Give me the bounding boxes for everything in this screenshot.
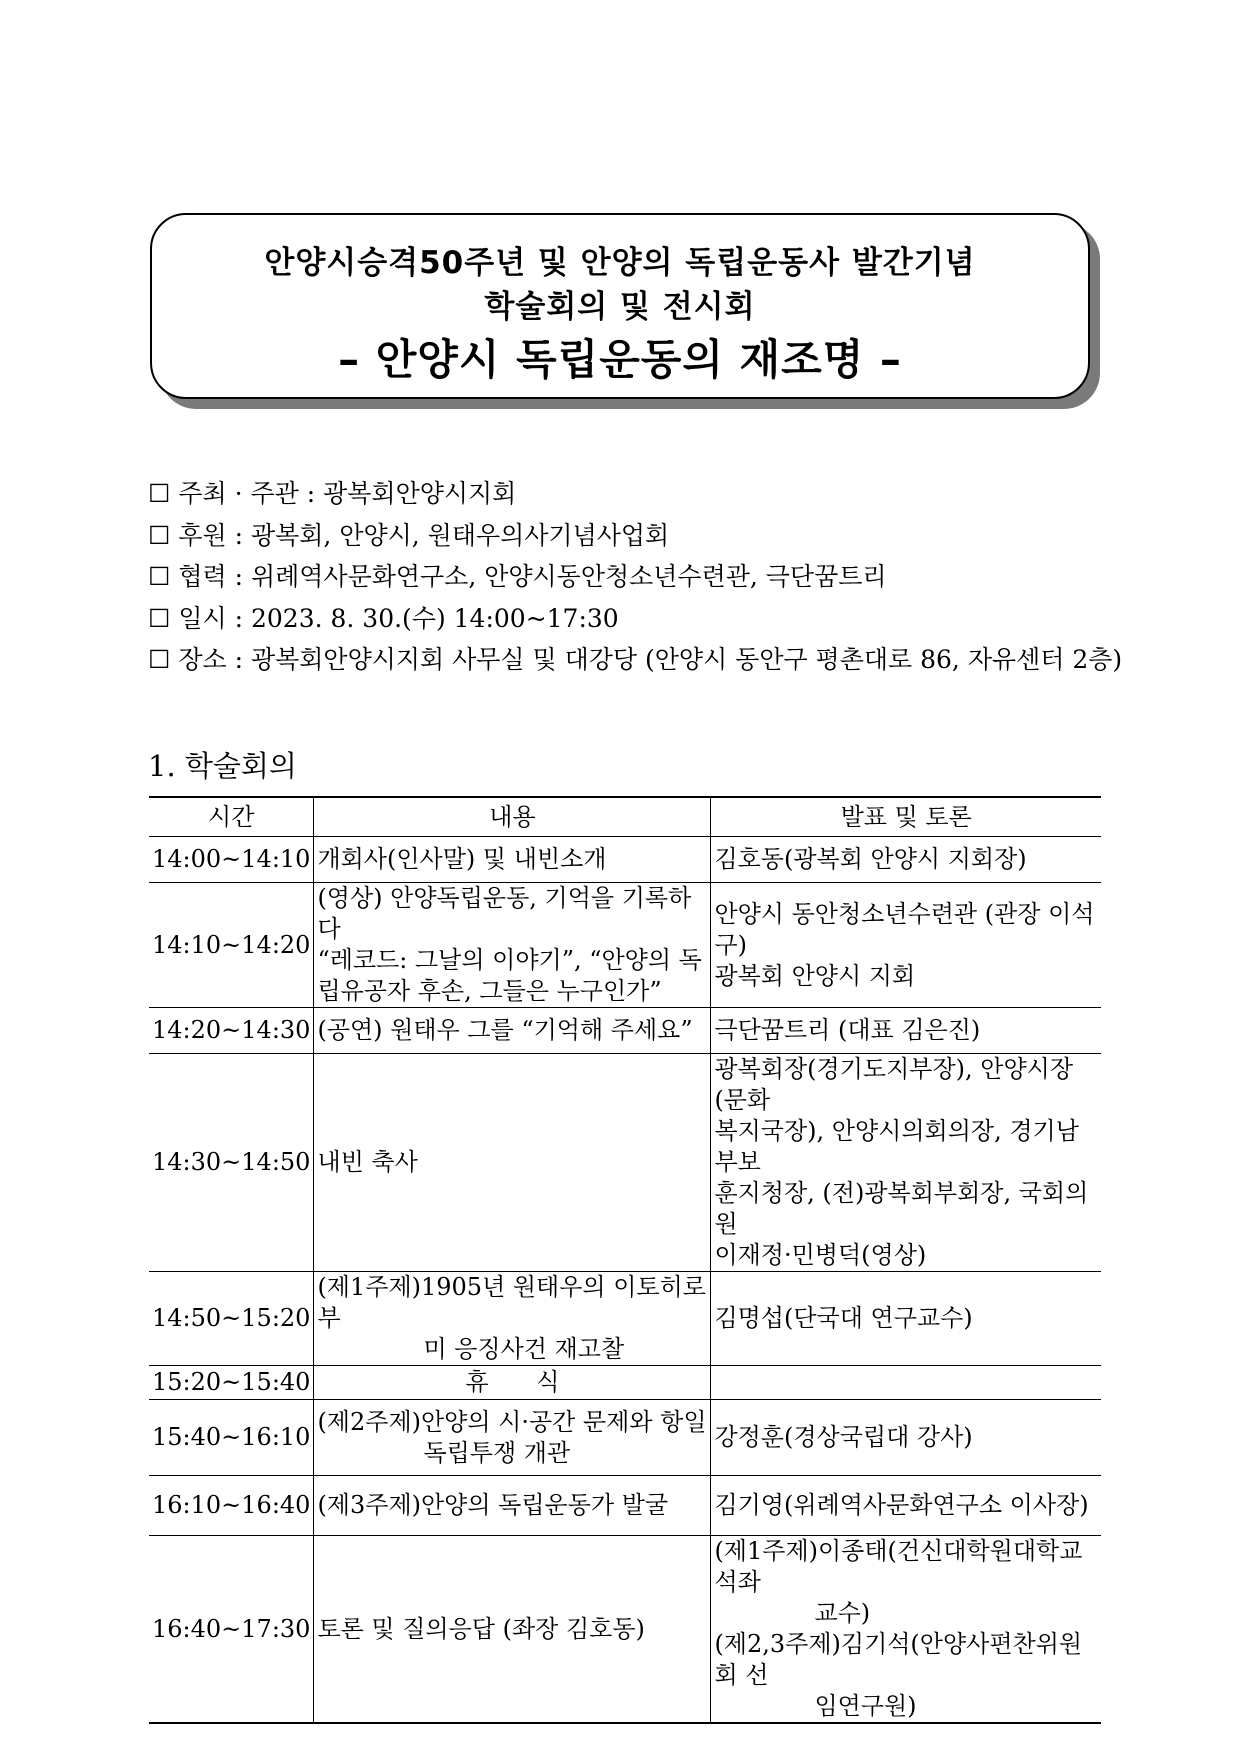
row-speaker-line: 이재정·민병덕(영상)	[714, 1241, 927, 1269]
row-content: (공연) 원태우 그를 “기억해 주세요”	[314, 1008, 711, 1054]
row-time: 14:20~14:30	[149, 1008, 314, 1054]
table-row	[149, 1536, 1101, 1724]
row-content-line: (영상) 안양독립운동, 기억을 기록하다	[317, 884, 692, 943]
row-time: 16:40~17:30	[149, 1536, 314, 1724]
info-organizer: ☐ 주최 · 주관 : 광복회안양시지회	[148, 479, 517, 508]
row-speaker-line: 안양시 동안청소년수련관 (관장 이석구)	[714, 899, 1095, 959]
row-time: 14:50~15:20	[149, 1272, 314, 1366]
table-row	[149, 1054, 1101, 1272]
row-time: 14:30~14:50	[149, 1054, 314, 1272]
table-row	[149, 883, 1101, 1008]
table-row	[149, 1400, 1101, 1476]
row-speaker: 김호동(광복회 안양시 지회장)	[711, 837, 1101, 883]
row-content: 개회사(인사말) 및 내빈소개	[314, 837, 711, 883]
row-content-line: 독립투쟁 개관	[423, 1438, 571, 1467]
title-line-3: – 안양시 독립운동의 재조명 –	[338, 335, 902, 384]
info-sponsor: ☐ 후원 : 광복회, 안양시, 원태우의사기념사업회	[148, 520, 670, 550]
table-row	[149, 1366, 1101, 1400]
row-content-line: (제1주제)1905년 원태우의 이토히로부	[317, 1273, 706, 1332]
row-speaker	[711, 1536, 1101, 1724]
row-speaker-line: (제2,3주제)김기석(안양사편찬위원회 선	[714, 1630, 1083, 1689]
row-time: 15:20~15:40	[149, 1366, 314, 1400]
schedule-table	[149, 796, 1101, 1724]
row-content: (제3주제)안양의 독립운동가 발굴	[314, 1476, 711, 1536]
row-speaker-line: 임연구원)	[814, 1692, 917, 1720]
row-content-line: 립유공자 후손, 그들은 누구인가”	[317, 977, 662, 1005]
row-speaker: 극단꿈트리 (대표 김은진)	[711, 1008, 1101, 1054]
event-info	[148, 473, 1148, 681]
row-speaker-line: (제1주제)이종태(건신대학원대학교 석좌	[714, 1537, 1083, 1596]
row-content: 토론 및 질의응답 (좌장 김호동)	[314, 1536, 711, 1724]
row-speaker: 김기영(위례역사문화연구소 이사장)	[711, 1476, 1101, 1536]
header-speaker: 발표 및 토론	[711, 797, 1101, 837]
row-content-line: 미 응징사건 재고찰	[423, 1335, 625, 1363]
row-content	[314, 1272, 711, 1366]
row-speaker: 김명섭(단국대 연구교수)	[711, 1272, 1101, 1366]
row-time: 15:40~16:10	[149, 1400, 314, 1476]
table-row	[149, 1272, 1101, 1366]
section-title: 1. 학술회의	[148, 749, 297, 783]
title-line-2: 학술회의 및 전시회	[484, 289, 756, 325]
row-content	[314, 1400, 711, 1476]
row-content: 내빈 축사	[314, 1054, 711, 1272]
row-speaker-line: 광복회 안양시 지회	[714, 961, 916, 990]
row-speaker-line: 복지국장), 안양시의회의장, 경기남부보	[714, 1117, 1079, 1176]
row-speaker-line: 훈지청장, (전)광복회부회장, 국회의원	[714, 1179, 1089, 1238]
row-time: 14:00~14:10	[149, 837, 314, 883]
row-content-line: (제2주제)안양의 시·공간 문제와 항일	[317, 1407, 707, 1436]
title-line-1: 안양시승격50주년 및 안양의 독립운동사 발간기념	[264, 245, 976, 281]
header-content: 내용	[314, 797, 711, 837]
info-venue: ☐ 장소 : 광복회안양시지회 사무실 및 대강당 (안양시 동안구 평촌대로 86, 자유센터 2층)	[148, 645, 1123, 674]
row-speaker	[711, 1366, 1101, 1400]
header-time: 시간	[149, 797, 314, 837]
row-speaker	[711, 1054, 1101, 1272]
row-speaker: 강정훈(경상국립대 강사)	[711, 1400, 1101, 1476]
table-row	[149, 1476, 1101, 1536]
row-time: 14:10~14:20	[149, 883, 314, 1008]
table-row	[149, 837, 1101, 883]
info-cooperation: ☐ 협력 : 위례역사문화연구소, 안양시동안청소년수련관, 극단꿈트리	[148, 562, 887, 591]
row-speaker	[711, 883, 1101, 1008]
row-content: 휴 식	[314, 1366, 711, 1400]
row-content-line: “레코드: 그날의 이야기”, “안양의 독	[317, 946, 702, 974]
table-header-row	[149, 797, 1101, 837]
row-speaker-line: 광복회장(경기도지부장), 안양시장(문화	[714, 1055, 1073, 1114]
table-row	[149, 1008, 1101, 1054]
row-time: 16:10~16:40	[149, 1476, 314, 1536]
row-speaker-line: 교수)	[814, 1599, 871, 1627]
row-content	[314, 883, 711, 1008]
info-date: ☐ 일시 : 2023. 8. 30.(수) 14:00~17:30	[148, 603, 619, 633]
title-box	[150, 213, 1090, 399]
